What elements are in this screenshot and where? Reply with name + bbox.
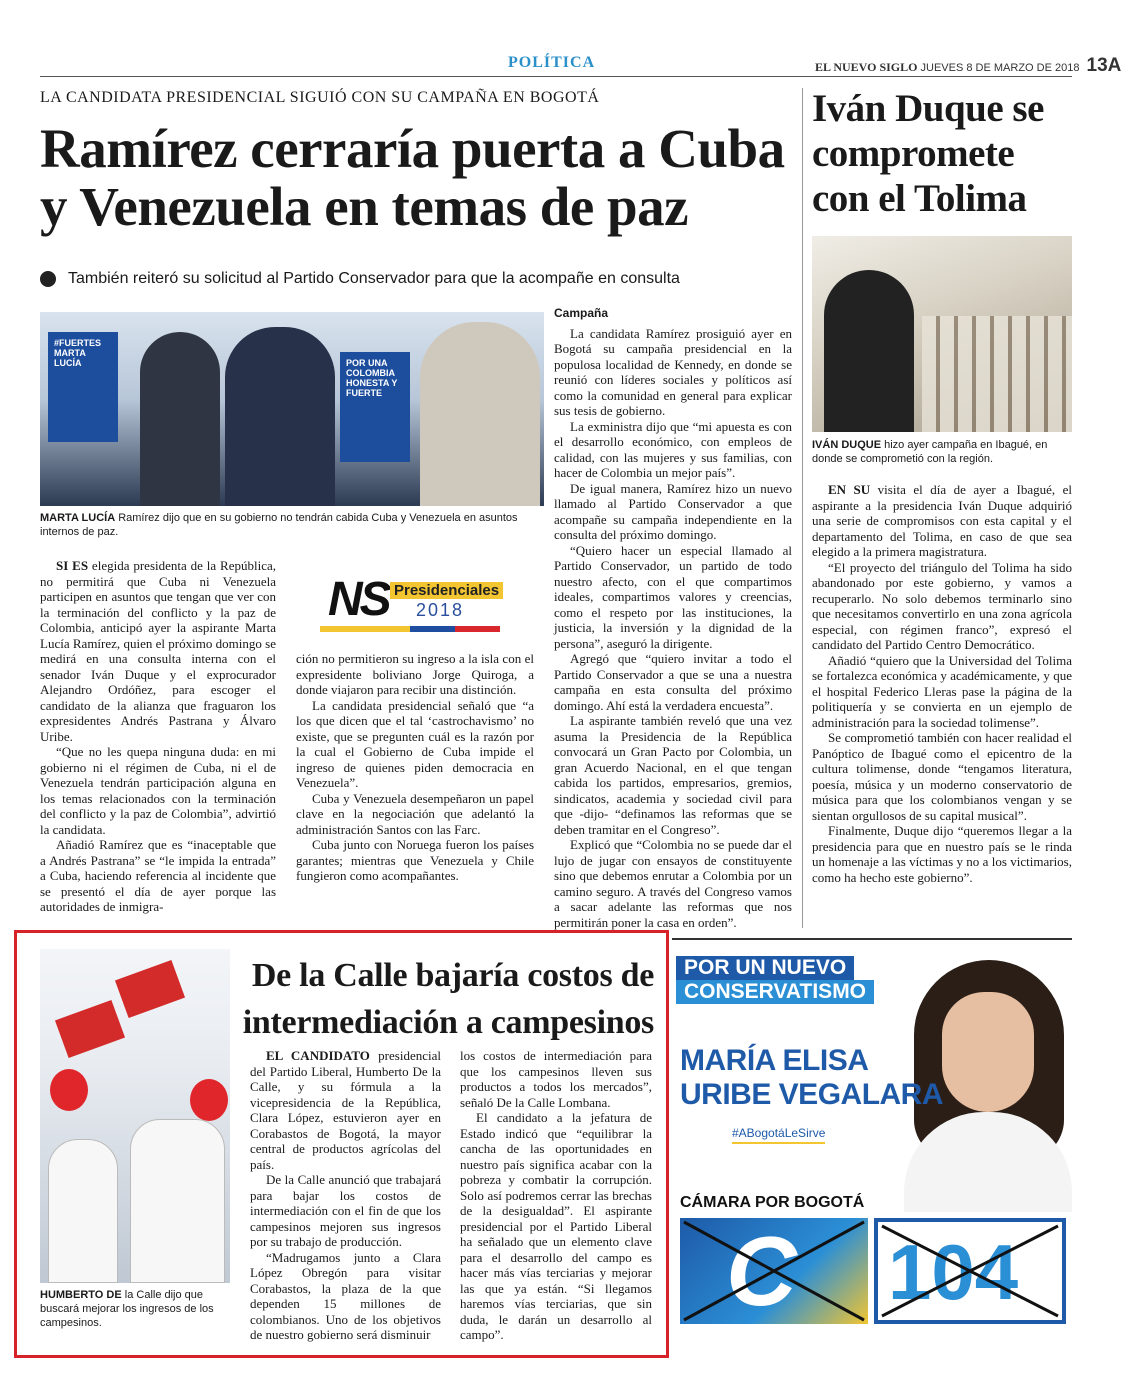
- calle-paragraph: El candidato a la jefatura de Estado indicó que “equilibrar la cancha de las oportunidades en nuestro país significa acabar con la pobreza y combatir la corrupción. Solo así podremos cerrar las brechas de la desigualdad”. El aspirante presidencial por el Partido Liberal ha señalado que un elemento clave para el desarrollo del campo es hacer más vías terciarias y mejorar las que ya están. “Si llegamos haremos vías terciarias, que sin duda, le darán un desarrollo al campo”.: [460, 1110, 652, 1342]
- ad-hashtag: #ABogotáLeSirve: [732, 1126, 825, 1144]
- masthead: [815, 55, 1121, 77]
- main-paragraph: La candidata Ramírez prosiguió ayer en Bogotá su campaña presidencial en la populosa localidad de Kennedy, en donde se reunió con líderes sociales y políticos así como la comunidad en general para explicar sus tesis de gobierno.: [554, 325, 792, 418]
- main-paragraph: Cuba junto con Noruega fueron los países garantes; mientras que Venezuela y Chile fungieron como acompañantes.: [296, 837, 534, 883]
- main-paragraph: elegida presidenta de la República, no permitirá que Cuba ni Venezuela participen en asuntos que tengan que ver con la terminación del conflicto y la paz de Colombia, anticipó ayer la aspirante Marta Lucía Ramírez, quien el próximo domingo se medirá en una consulta interna con el senador Iván Duque y el exprocurador Alejandro Ordóñez, para escoger el candidato de la alianza que fraguaron los expresidentes Andrés Pastrana y Álvaro Uribe.: [40, 558, 276, 744]
- main-caption-lead: MARTA LUCÍA: [40, 512, 116, 524]
- photo-flag: [115, 960, 185, 1018]
- party-logo-box: [680, 1218, 868, 1324]
- main-deck: [40, 270, 680, 288]
- ballot-x-icon: [680, 1218, 868, 1324]
- main-paragraph: La candidata presidencial señaló que “a los que dicen que el tal ‘castrochavismo’ no existe, que se pregunten cuál es la razón por la cual el Gobierno de Cuba impide el ingreso de quienes piden democracia en Venezuela”.: [296, 697, 534, 790]
- campaign-advertisement: [672, 942, 1072, 1331]
- main-paragraph: La exministra dijo que “mi apuesta es con el desarrollo económico, con empleos de calidad, con las mujeres y sus familias, con hacer de Colombia un mejor país”.: [554, 418, 792, 480]
- duque-photo-caption: [812, 438, 1072, 466]
- main-deck-text: También reiteró su solicitud al Partido Conservador para que la acompañe en consulta: [68, 270, 680, 287]
- ad-slogan: [676, 956, 874, 1004]
- ballot-number: 104: [888, 1228, 1019, 1316]
- calle-caption-text: la Calle dijo que buscará mejorar los ingresos de los campesinos.: [40, 1289, 214, 1329]
- duque-column: [812, 482, 1072, 885]
- ad-name-line-1: MARÍA ELISA: [680, 1044, 869, 1077]
- photo-banner-left: [48, 332, 118, 442]
- main-column-3: [554, 306, 792, 930]
- duque-caption-lead: IVÁN DUQUE: [812, 439, 882, 451]
- calle-photo-caption: [40, 1288, 230, 1330]
- portrait-face: [942, 992, 1034, 1112]
- duque-paragraph: Añadió “quiero que la Universidad del Tolima se fortalezca económica y académicamente, y que el hospital Federico Lleras pase la página de la politiquería y se convierta en un ejemplo de administración para la sociedad tolimense”.: [812, 652, 1072, 730]
- issue-date: JUEVES 8 DE MARZO DE 2018: [920, 62, 1080, 74]
- photo-person: [48, 1139, 118, 1283]
- bullet-icon: [40, 271, 56, 287]
- photo-person: [130, 1119, 225, 1283]
- ns-logo-letters: NS: [328, 573, 389, 626]
- main-caption-text: Ramírez dijo que en su gobierno no tendrán cabida Cuba y Venezuela en asuntos internos de paz.: [40, 512, 518, 538]
- section-label: POLÍTICA: [508, 54, 596, 71]
- duque-paragraph: visita el día de ayer a Ibagué, el aspirante a la presidencia Iván Duque adquirió una serie de compromisos con esta capital y el departamento del Tolima, en caso de que sea elegido a la primera magistratura.: [812, 482, 1072, 559]
- main-paragraph: La aspirante también reveló que una vez asuma la Presidencia de la República convocará un Gran Pacto por Colombia, un gran Acuerdo Nacional, en el que tengan cabida los partidos, empresarios, gremios, sindicatos, academia y sociedad civil para que -dijo- “definamos las reformas que se deben tramitar en el Congreso”.: [554, 713, 792, 837]
- calle-column-2: [460, 1048, 652, 1343]
- party-logo-icon: C: [726, 1216, 797, 1326]
- ad-name-line-2: URIBE VEGALARA: [680, 1078, 944, 1111]
- main-headline: Ramírez cerraría puerta a Cuba y Venezuela en temas de paz: [40, 118, 785, 237]
- ad-office: CÁMARA POR BOGOTÁ: [680, 1194, 865, 1211]
- duque-photo: [812, 236, 1072, 432]
- main-paragraph: Cuba y Venezuela desempeñaron un papel clave en la negociación que adelantó la administración Santos con las Farc.: [296, 790, 534, 837]
- photo-person-left: [140, 332, 220, 506]
- photo-banner-left-text: #FUERTES MARTA LUCÍA: [54, 338, 102, 368]
- main-paragraph: “Quiero hacer un especial llamado al Partido Conservador, un partido de todo nuestro afecto, con el que compartimos ideales, compartimos valores y creencias, como el respeto por las instituciones, la justicia, la inversión y la dignidad de la persona”, aseguró la dirigente.: [554, 542, 792, 651]
- calle-paragraph: De la Calle anunció que trabajará para bajar los costos de intermediación con el fin de que los campesinos mejoren sus ingresos por su trabajo de producción.: [250, 1172, 441, 1249]
- main-lead-in: SI ES: [56, 558, 89, 573]
- flag-stripe: [320, 626, 500, 632]
- calle-paragraph: presidencial del Partido Liberal, Humberto De la Calle, y su fórmula a la vicepresidencia de la República, Clara López, estuvieron ayer en Corabastos de Bogotá, la mayor central de productos agrícolas del país.: [250, 1048, 441, 1172]
- duque-paragraph: Finalmente, Duque dijo “queremos llegar a la presidencia para que en nuestro país se le rinda un homenaje a las víctimas y no a los victimarios, como ha hecho este gobierno”.: [812, 823, 1072, 885]
- ballot-number-box: [874, 1218, 1066, 1324]
- ad-candidate-name: [680, 1044, 943, 1112]
- page-number: 13A: [1086, 55, 1121, 76]
- main-paragraph: Añadió Ramírez que es “inaceptable que a Andrés Pastrana” se “le impida la entrada” a Cuba, haciendo referencia al incidente que se presentó el día de ayer porque las autoridades de inmigra-: [40, 837, 276, 914]
- photo-flag: [55, 1000, 125, 1058]
- duque-paragraph: “El proyecto del triángulo del Tolima ha sido abandonado por este gobierno, y vamos a recuperarlo. No solo debemos terminarlo sino que necesitamos convertirlo en una zona agrícola especial, con régimen franco”, expresó el candidato del Partido Centro Democrático.: [812, 559, 1072, 652]
- calle-paragraph: los costos de intermediación para que los campesinos lleven sus productos a todos los mercados”, señaló De la Calle Lombana.: [460, 1048, 652, 1110]
- duque-caption-text: hizo ayer campaña en Ibagué, en donde se comprometió con la región.: [812, 439, 1048, 465]
- newspaper-name: EL NUEVO SIGLO: [815, 60, 918, 74]
- calle-column-1: [250, 1048, 441, 1343]
- calle-lead-in: EL CANDIDATO: [266, 1048, 370, 1063]
- duque-lead-in: EN SU: [828, 482, 871, 497]
- photo-person-center: [225, 327, 335, 506]
- ballot-x-icon: [878, 1222, 1062, 1320]
- header-rule: [40, 76, 1072, 77]
- photo-balloon: [50, 1069, 88, 1111]
- ad-slogan-line-2: CONSERVATISMO: [676, 980, 874, 1004]
- photo-speaker: [824, 270, 914, 432]
- main-paragraph: ción no permitieron su ingreso a la isla con el expresidente boliviano Jorge Quiroga, a donde viajaron para recibir una distinción.: [296, 651, 534, 697]
- ad-top-rule: [672, 938, 1072, 940]
- photo-banner-right: [340, 352, 410, 462]
- photo-balloon: [190, 1079, 228, 1121]
- main-column-2: [296, 651, 534, 884]
- main-kicker: LA CANDIDATA PRESIDENCIAL SIGUIÓ CON SU CAMPAÑA EN BOGOTÁ: [40, 89, 600, 106]
- photo-banner-right-text: POR UNA COLOMBIA HONESTA Y FUERTE: [346, 358, 398, 398]
- ns-logo-year: 2018: [416, 600, 465, 620]
- calle-headline: De la Calle bajaría costos de intermediación a campesinos: [242, 957, 654, 1041]
- subheading: Campaña: [554, 306, 609, 320]
- ad-slogan-line-1: POR UN NUEVO: [676, 956, 854, 980]
- main-paragraph: Agregó que “quiero invitar a todo el Partido Conservador a que se una a nuestra campaña en esta consulta del próximo domingo. Ahí está la verdadera encuesta”.: [554, 651, 792, 713]
- main-column-1: [40, 558, 276, 915]
- ns-presidenciales-logo: [320, 570, 510, 636]
- main-photo-caption: [40, 511, 544, 539]
- duque-headline: Iván Duque se compromete con el Tolima: [812, 87, 1044, 220]
- main-paragraph: Explicó que “Colombia no se puede dar el lujo de jugar con ensayos de constituyente sino que debemos enrutar a Colombia por un camino seguro. A través del Congreso vamos a sacar adelante las reformas que nos permitirán poner la casa en orden”.: [554, 837, 792, 930]
- column-divider: [802, 88, 803, 928]
- main-photo: [40, 312, 544, 506]
- ns-logo-title: Presidenciales: [390, 582, 503, 599]
- calle-paragraph: “Madrugamos junto a Clara López Obregón para visitar Corabastos, la plaza de la que dependen 15 millones de colombianos. Uno de los objetivos de nuestro gobierno será disminuir: [250, 1249, 441, 1342]
- main-paragraph: De igual manera, Ramírez hizo un nuevo llamado al Partido Conservador a que acompañe su campaña independiente en la consulta del próximo domingo.: [554, 480, 792, 542]
- duque-paragraph: Se comprometió también con hacer realidad el Panóptico de Ibagué como el epicentro de la cultura tolimense, donde “tengamos literatura, poesía, música y un moderno conservatorio de música para que los colombianos vengan y se sientan orgullosos de su capital musical”.: [812, 730, 1072, 823]
- photo-crowd: [922, 316, 1072, 432]
- main-paragraph: “Que no les quepa ninguna duda: en mi gobierno ni el régimen de Cuba, ni el de Venezuela tendrán participación alguna en los temas relacionados con la terminación del conflicto y la paz de Colombia”, advirtió la candidata.: [40, 744, 276, 837]
- photo-person-right: [420, 322, 540, 506]
- calle-caption-lead: HUMBERTO DE: [40, 1289, 122, 1301]
